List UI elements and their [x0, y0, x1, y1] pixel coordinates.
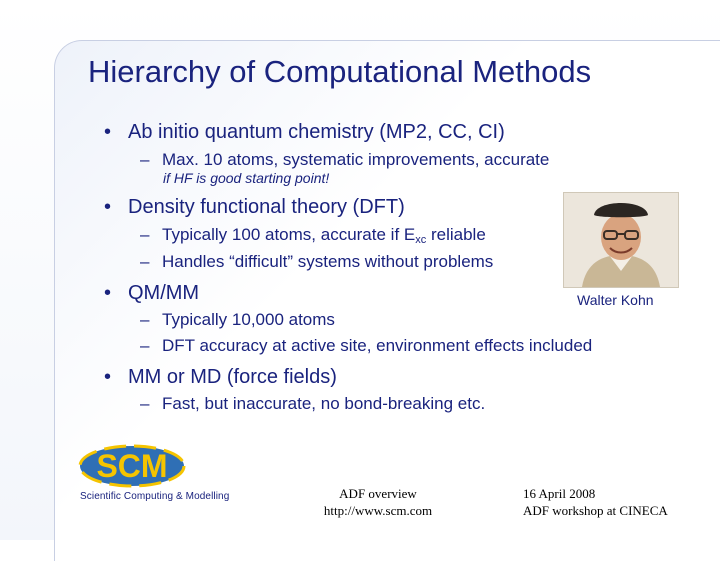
sub-bullet: [140, 309, 335, 330]
bullet-dft: [104, 195, 405, 219]
bullet-text: MM or MD (force fields): [128, 366, 337, 388]
footer-date: 16 April 2008: [523, 486, 596, 501]
dash-glyph: –: [140, 394, 150, 413]
footer-right: [523, 485, 668, 519]
bullet-ab-initio: [104, 120, 505, 144]
logo-tagline: Scientific Computing & Modelling: [80, 491, 230, 502]
sub-bullet: [140, 149, 549, 170]
sub-bullet-text: Fast, but inaccurate, no bond-breaking etc.: [162, 394, 486, 413]
dash-glyph: –: [140, 310, 150, 329]
slide-title: Hierarchy of Computational Methods: [88, 54, 592, 89]
dash-glyph: –: [140, 336, 150, 355]
photo-caption: Walter Kohn: [577, 292, 654, 308]
sub-bullet: [140, 393, 485, 414]
bullet-qmmm: [104, 281, 199, 305]
portrait-image: [564, 193, 678, 287]
bullet-mm-md: [104, 365, 337, 389]
sub-bullet: [140, 224, 486, 251]
dash-glyph: –: [140, 225, 150, 244]
sub-bullet-text: DFT accuracy at active site, environment effects included: [162, 336, 593, 355]
bullet-glyph: •: [104, 196, 112, 218]
sub-bullet: [140, 335, 592, 356]
footer-center-line2: http://www.scm.com: [323, 503, 433, 518]
hf-note: if HF is good starting point!: [163, 170, 330, 186]
walter-kohn-photo: [563, 192, 679, 288]
dash-glyph: –: [140, 150, 150, 169]
sub-bullet-text: Handles “difficult” systems without problems: [162, 252, 494, 271]
sub-bullet-text: Max. 10 atoms, systematic improvements, accurate: [162, 150, 550, 169]
bullet-text: QM/MM: [128, 282, 200, 304]
bullet-glyph: •: [104, 121, 112, 143]
scm-logo-mark: [78, 444, 238, 490]
footer-center-line1: ADF overview: [339, 486, 417, 501]
sub-bullet-text: Typically 100 atoms, accurate if E: [162, 225, 416, 244]
bullet-glyph: •: [104, 282, 112, 304]
logo-letters: SCM: [96, 448, 168, 484]
dash-glyph: –: [140, 252, 150, 271]
footer-event: ADF workshop at CINECA: [523, 503, 668, 518]
bullet-glyph: •: [104, 366, 112, 388]
sub-bullet: [140, 251, 493, 272]
bullet-text: Ab initio quantum chemistry (MP2, CC, CI): [128, 121, 505, 143]
footer-center: [318, 485, 438, 519]
sub-bullet-text-after: reliable: [426, 225, 486, 244]
sub-bullet-text: Typically 10,000 atoms: [162, 310, 335, 329]
bullet-text: Density functional theory (DFT): [128, 196, 405, 218]
xc-subscript: xc: [415, 234, 427, 246]
